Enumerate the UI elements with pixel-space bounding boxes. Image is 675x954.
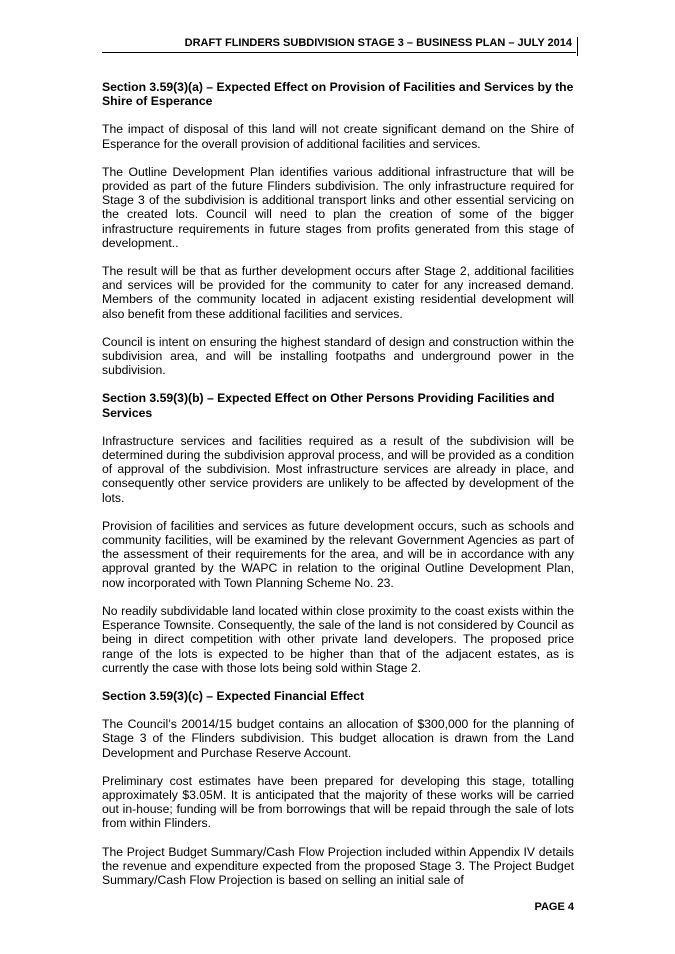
paragraph: Infrastructure services and facilities required as a result of the subdivision will be determined during the subdivision approval process, and will be provided as a condition of approval of the subdivision. Most infrastructure services are already in place, and consequently other service providers are unlikely to be affected by development of the lots. [102,433,574,505]
paragraph: Provision of facilities and services as future development occurs, such as schools and community facilities, will be examined by the relevant Government Agencies as part of the assessment of their requirements for the area, and will be in accordance with any approval granted by the WAPC in relation to the original Outline Development Plan, now incorporated with Town Planning Scheme No. 23. [102,518,574,590]
document-body [102,80,574,901]
header-title: DRAFT FLINDERS SUBDIVISION STAGE 3 – BUSINESS PLAN – JULY 2014 [184,37,572,49]
paragraph: No readily subdividable land located within close proximity to the coast exists within the Esperance Townsite. Consequently, the sale of the land is not considered by Council as being in direct competition with other private land developers. The proposed price range of the lots is expected to be higher than that of the adjacent estates, as is currently the case with those lots being sold within Stage 2. [102,603,574,675]
section-heading: Section 3.59(3)(a) – Expected Effect on Provision of Facilities and Services by the Shire of Esperance [102,80,574,109]
page-number: PAGE 4 [534,901,574,913]
header-divider [577,37,578,56]
paragraph: The impact of disposal of this land will not create significant demand on the Shire of Esperance for the overall provision of additional facilities and services. [102,122,574,151]
paragraph: The Outline Development Plan identifies various additional infrastructure that will be provided as part of the future Flinders subdivision. The only infrastructure required for Stage 3 of the subdivision is additional transport links and other essential servicing on the created lots. Council will need to plan the creation of some of the bigger infrastructure requirements in future stages from profits generated from this stage of development.. [102,164,574,250]
paragraph: Council is intent on ensuring the highest standard of design and construction within the subdivision area, and will be installing footpaths and underground power in the subdivision. [102,334,574,378]
paragraph: Preliminary cost estimates have been prepared for developing this stage, totalling approximately $3.05M. It is anticipated that the majority of these works will be carried out in-house; funding will be from borrowings that will be repaid through the sale of lots from within Flinders. [102,773,574,831]
page-header [102,37,576,53]
paragraph: The Project Budget Summary/Cash Flow Projection included within Appendix IV details the revenue and expenditure expected from the proposed Stage 3. The Project Budget Summary/Cash Flow Projection is based on selling an initial sale of [102,844,574,887]
paragraph: The result will be that as further development occurs after Stage 2, additional facilities and services will be provided for the community to cater for any increased demand. Members of the community located in adjacent existing residential development will also benefit from these additional facilities and services. [102,264,574,321]
section-heading: Section 3.59(3)(b) – Expected Effect on Other Persons Providing Facilities and Services [102,391,555,420]
paragraph: The Council’s 20014/15 budget contains an allocation of $300,000 for the planning of Stage 3 of the Flinders subdivision. This budget allocation is drawn from the Land Development and Purchase Reserve Account. [102,717,574,760]
section-heading: Section 3.59(3)(c) – Expected Financial Effect [102,688,365,703]
